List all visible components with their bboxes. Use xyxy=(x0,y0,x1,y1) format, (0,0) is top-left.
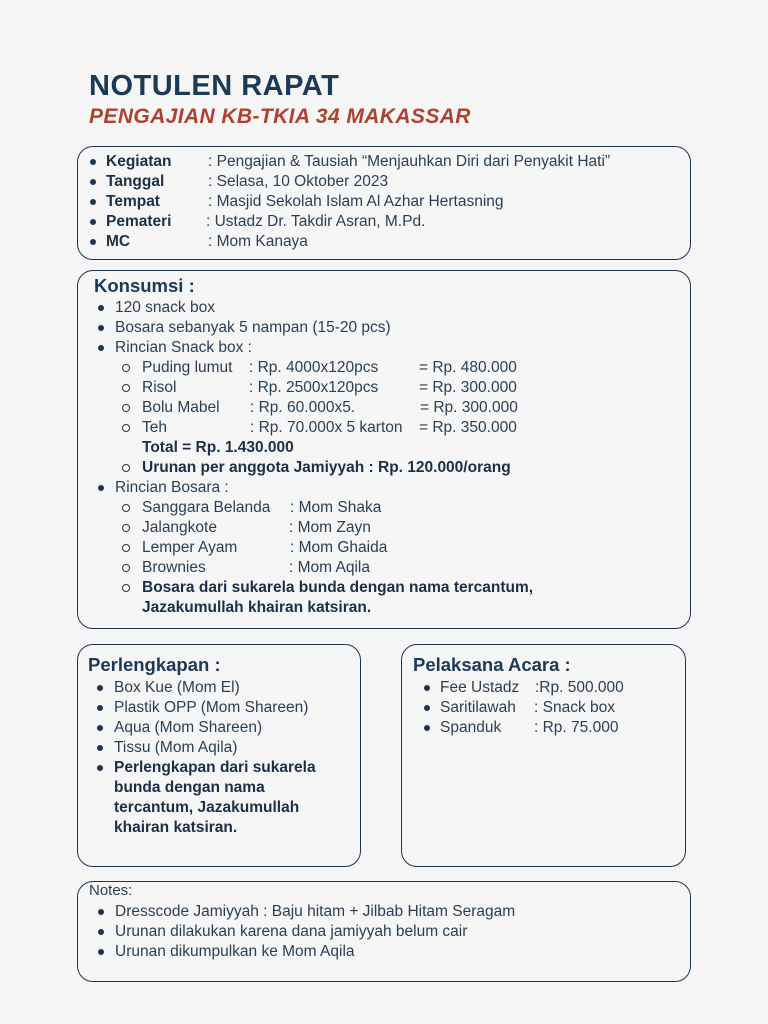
konsumsi-item-bosara: Bosara sebanyak 5 nampan (15-20 pcs) xyxy=(115,319,391,336)
snack-total: = Rp. 300.000 xyxy=(419,379,517,396)
bullet-icon xyxy=(97,685,103,691)
circle-bullet-icon xyxy=(122,364,130,372)
snack-detail: : Rp. 2500x120pcs xyxy=(249,379,379,396)
circle-bullet-icon xyxy=(122,524,130,532)
snack-detail: : Rp. 70.000x 5 karton xyxy=(250,419,403,436)
circle-bullet-icon xyxy=(122,384,130,392)
circle-bullet-icon xyxy=(122,584,130,592)
circle-bullet-icon xyxy=(122,464,130,472)
bullet-icon xyxy=(90,179,96,185)
bosara-by: : Mom Aqila xyxy=(289,559,370,576)
bosara-name: Brownies xyxy=(142,559,206,576)
circle-bullet-icon xyxy=(122,404,130,412)
perlengkapan-item: Box Kue (Mom El) xyxy=(114,679,240,696)
bosara-name: Sanggara Belanda xyxy=(142,499,271,516)
konsumsi-urunan: Urunan per anggota Jamiyyah : Rp. 120.000/orang xyxy=(142,459,511,476)
snack-detail: : Rp. 60.000x5. xyxy=(250,399,356,416)
circle-bullet-icon xyxy=(122,504,130,512)
bullet-icon xyxy=(97,725,103,731)
notes-item: Urunan dilakukan karena dana jamiyyah belum cair xyxy=(115,923,468,940)
perlengkapan-item: Tissu (Mom Aqila) xyxy=(114,739,238,756)
circle-bullet-icon xyxy=(122,424,130,432)
bullet-icon xyxy=(97,705,103,711)
circle-bullet-icon xyxy=(122,544,130,552)
info-label-tempat: Tempat xyxy=(106,193,160,210)
bosara-by: : Mom Ghaida xyxy=(290,539,388,556)
bosara-name: Lemper Ayam xyxy=(142,539,238,556)
pelaksana-item-name: Saritilawah xyxy=(440,699,516,716)
bosara-by: : Mom Shaka xyxy=(290,499,382,516)
bullet-icon xyxy=(98,325,104,331)
bullet-icon xyxy=(424,705,430,711)
konsumsi-total: Total = Rp. 1.430.000 xyxy=(142,439,294,456)
snack-total: = Rp. 480.000 xyxy=(419,359,517,376)
pelaksana-item-name: Spanduk xyxy=(440,719,502,736)
perlengkapan-note-line: Perlengkapan dari sukarela xyxy=(114,759,316,776)
document-title: NOTULEN RAPAT xyxy=(89,70,340,102)
snack-name: Bolu Mabel xyxy=(142,399,220,416)
perlengkapan-item: Plastik OPP (Mom Shareen) xyxy=(114,699,309,716)
info-label-mc: MC xyxy=(106,233,131,250)
pelaksana-item-value: :Rp. 500.000 xyxy=(535,679,624,696)
bosara-note-line-2: Jazakumullah khairan katsiran. xyxy=(142,599,372,616)
pelaksana-item-name: Fee Ustadz xyxy=(440,679,520,696)
perlengkapan-item: Aqua (Mom Shareen) xyxy=(114,719,263,736)
snack-total: = Rp. 300.000 xyxy=(420,399,518,416)
snack-detail: : Rp. 4000x120pcs xyxy=(249,359,379,376)
bullet-icon xyxy=(98,949,104,955)
notes-item: Urunan dikumpulkan ke Mom Aqila xyxy=(115,943,355,960)
info-label-tanggal: Tanggal xyxy=(106,173,165,190)
bullet-icon xyxy=(90,239,96,245)
perlengkapan-note-line: khairan katsiran. xyxy=(114,819,238,836)
konsumsi-item-rincian-snack: Rincian Snack box : xyxy=(115,339,252,356)
bosara-note-line-1: Bosara dari sukarela bunda dengan nama tercantum, xyxy=(142,579,534,596)
document-subtitle: PENGAJIAN KB-TKIA 34 MAKASSAR xyxy=(89,105,471,128)
konsumsi-rincian-bosara: Rincian Bosara : xyxy=(115,479,229,496)
bullet-icon xyxy=(424,725,430,731)
perlengkapan-note-line: bunda dengan nama xyxy=(114,779,265,796)
info-value-kegiatan: : Pengajian & Tausiah “Menjauhkan Diri dari Penyakit Hati” xyxy=(208,153,611,170)
bullet-icon xyxy=(98,485,104,491)
pelaksana-item-value: : Rp. 75.000 xyxy=(534,719,619,736)
circle-bullet-icon xyxy=(122,564,130,572)
bullet-icon xyxy=(98,929,104,935)
bullet-icon xyxy=(98,345,104,351)
snack-total: = Rp. 350.000 xyxy=(419,419,517,436)
snack-name: Risol xyxy=(142,379,177,396)
notes-item: Dresscode Jamiyyah : Baju hitam + Jilbab Hitam Seragam xyxy=(115,903,516,920)
bullet-icon xyxy=(424,685,430,691)
info-value-tempat: : Masjid Sekolah Islam Al Azhar Hertasning xyxy=(208,193,504,210)
bullet-icon xyxy=(97,745,103,751)
notes-label: Notes: xyxy=(89,882,133,899)
info-value-pemateri: : Ustadz Dr. Takdir Asran, M.Pd. xyxy=(206,213,426,230)
bullet-icon xyxy=(98,305,104,311)
konsumsi-item-snack-box: 120 snack box xyxy=(115,299,215,316)
bosara-name: Jalangkote xyxy=(142,519,217,536)
perlengkapan-note-line: tercantum, Jazakumullah xyxy=(114,799,300,816)
bullet-icon xyxy=(90,219,96,225)
snack-name: Puding lumut xyxy=(142,359,233,376)
info-value-tanggal: : Selasa, 10 Oktober 2023 xyxy=(208,173,389,190)
info-value-mc: : Mom Kanaya xyxy=(208,233,308,250)
info-label-pemateri: Pemateri xyxy=(106,213,172,230)
pelaksana-heading: Pelaksana Acara : xyxy=(413,654,571,675)
bullet-icon xyxy=(90,199,96,205)
bosara-by: : Mom Zayn xyxy=(289,519,371,536)
pelaksana-item-value: : Snack box xyxy=(534,699,615,716)
snack-name: Teh xyxy=(142,419,167,436)
bullet-icon xyxy=(90,159,96,165)
bullet-icon xyxy=(98,909,104,915)
konsumsi-heading: Konsumsi : xyxy=(94,275,195,296)
info-label-kegiatan: Kegiatan xyxy=(106,153,172,170)
perlengkapan-heading: Perlengkapan : xyxy=(88,654,221,675)
bullet-icon xyxy=(97,765,103,771)
